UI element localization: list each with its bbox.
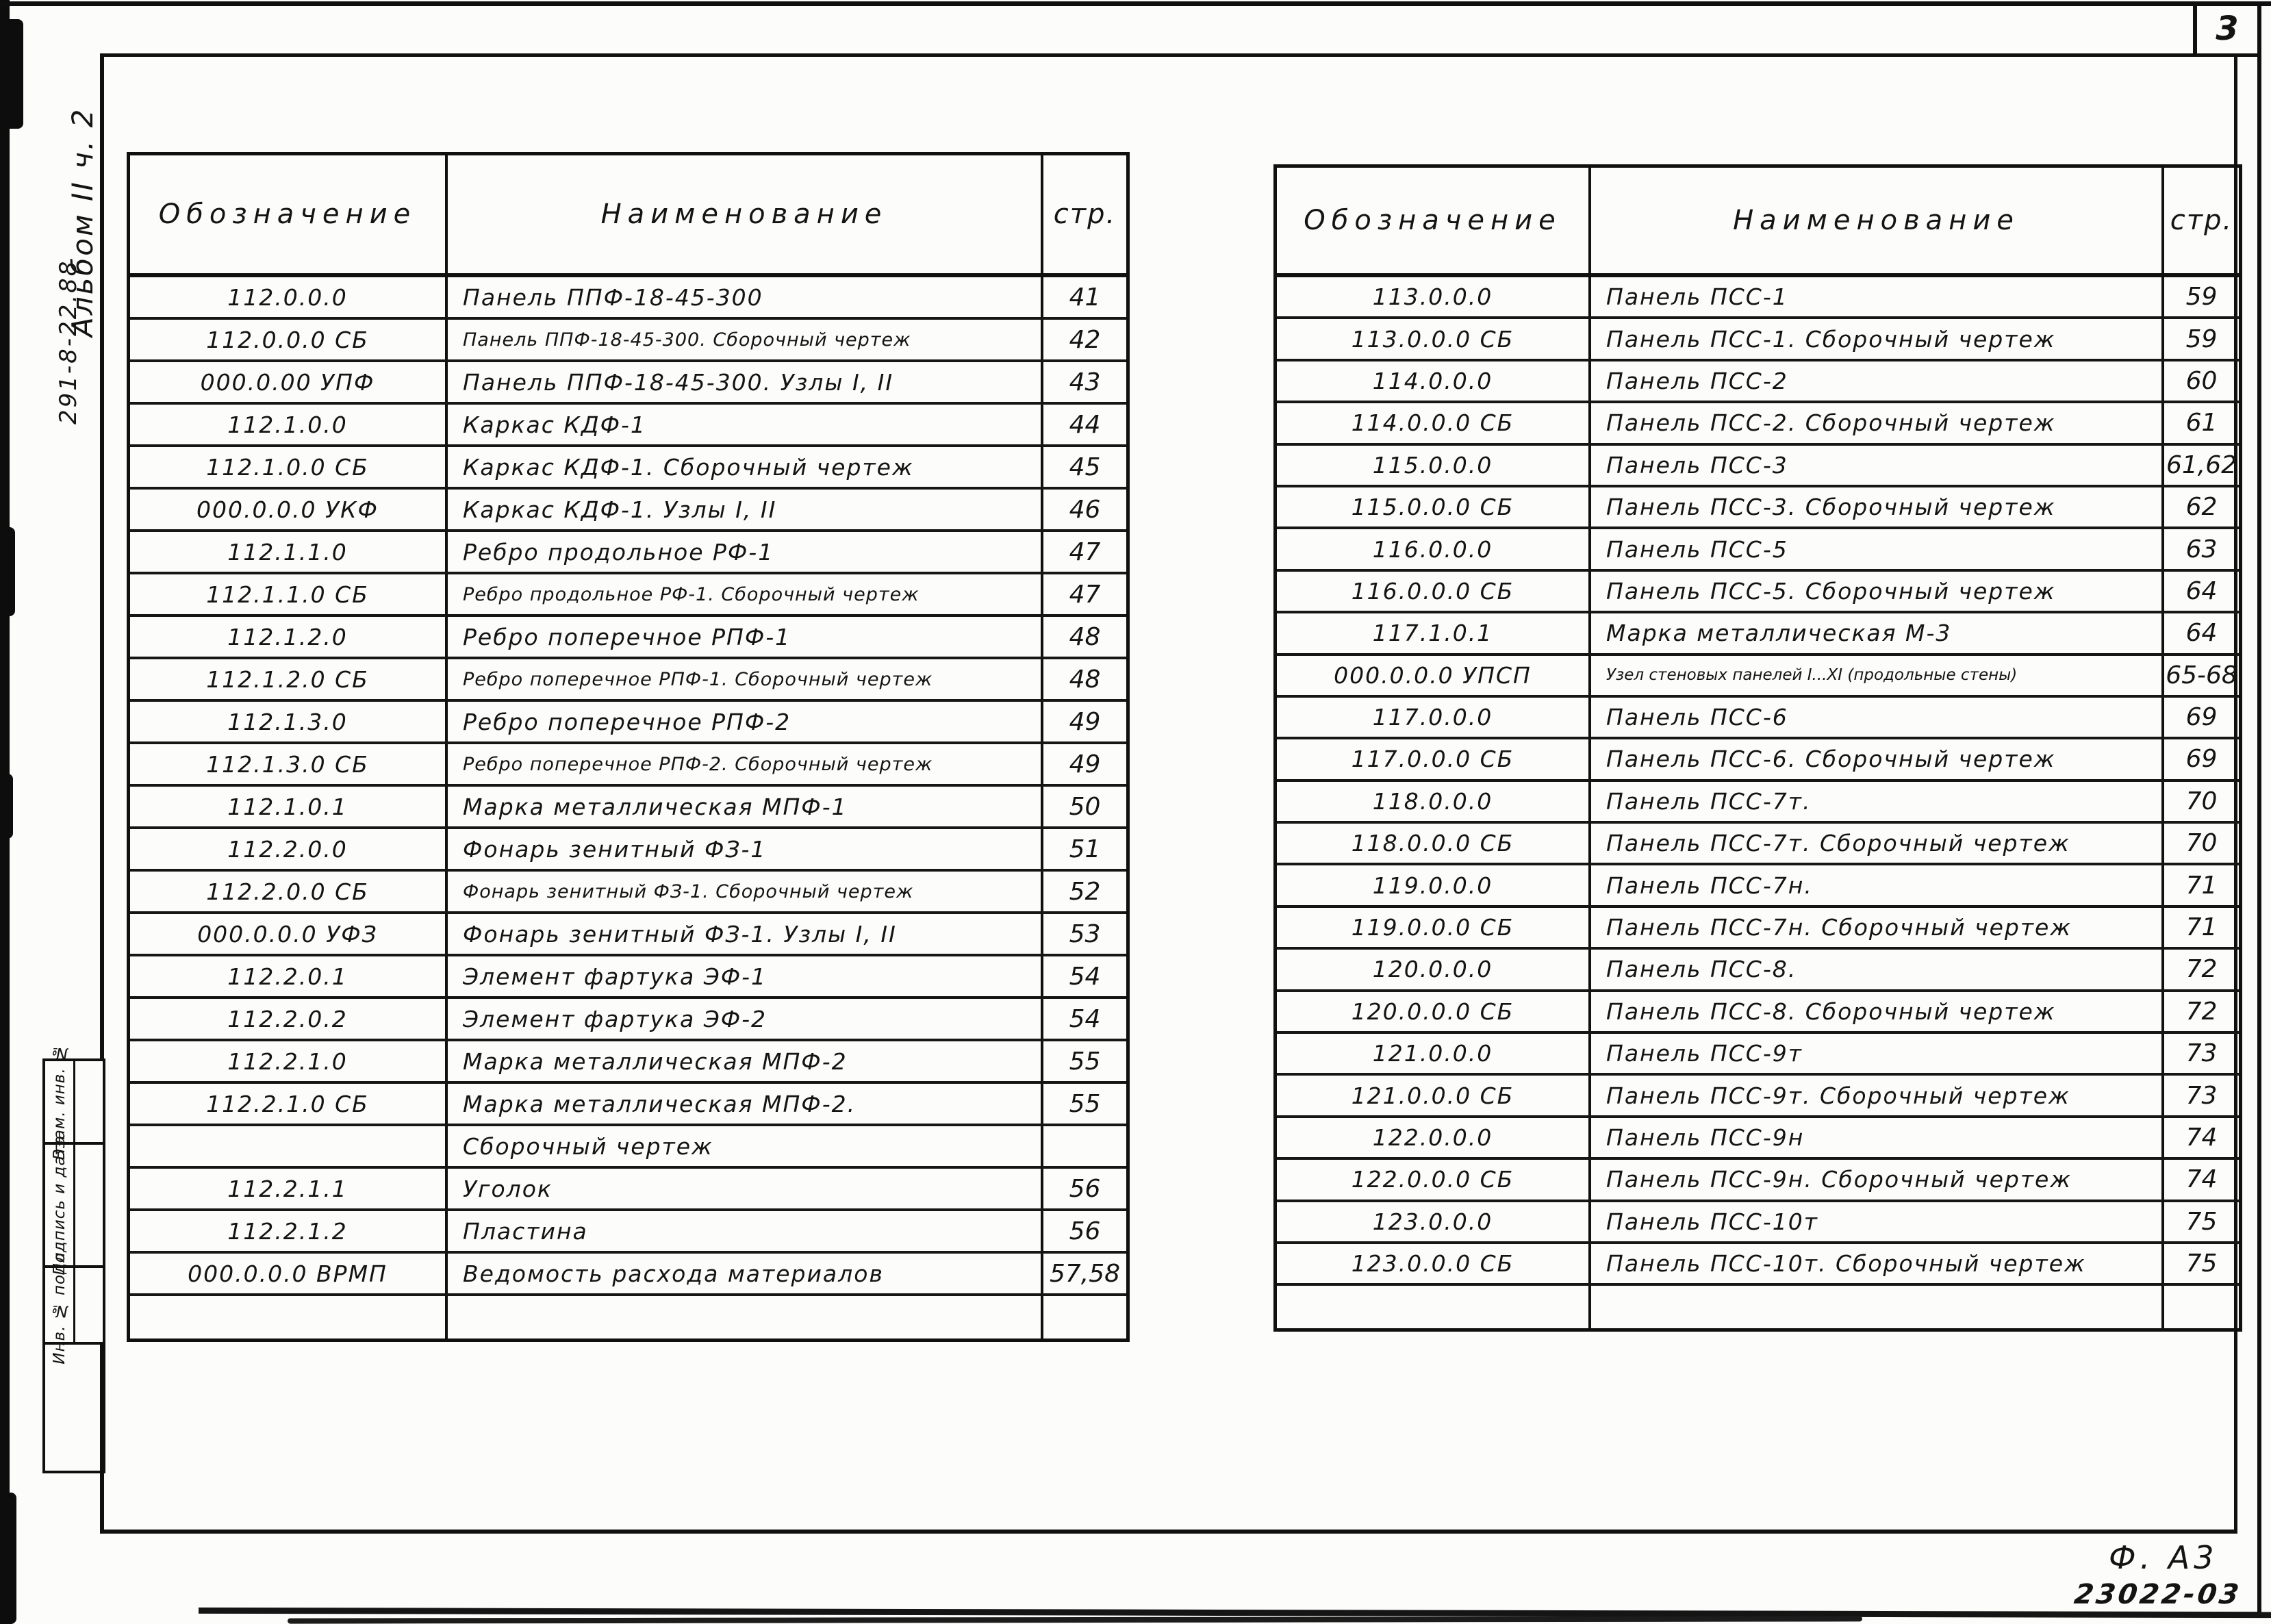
page-cell: 64 [2161,572,2239,611]
name-cell: Панель ПСС-6. Сборочный чертеж [1588,739,2161,778]
table-row [1277,1118,2239,1160]
designation-cell: 112.2.0.2 [227,1005,348,1032]
name-cell: Ребро поперечное РПФ-2. Сборочный чертеж [445,744,1041,784]
format-label: Ф. А3 [2109,1539,2218,1576]
table-header-row [1277,168,2239,277]
table-row [130,490,1126,532]
name-cell: Ведомость расхода материалов [445,1254,1041,1293]
page-cell: 46 [1041,490,1126,529]
designation-cell: 122.0.0.0 СБ [1351,1166,1514,1193]
designation-cell: 112.1.0.0 [227,411,348,438]
name-cell: Ребро продольное РФ-1. Сборочный чертеж [445,574,1041,614]
table-row [1277,739,2239,781]
table-row [130,574,1126,617]
table-row [1277,1160,2239,1202]
table-row [1277,992,2239,1034]
table-row [130,956,1126,999]
table-row [130,617,1126,659]
designation-cell: 116.0.0.0 СБ [1351,577,1514,605]
name-cell: Каркас КДФ-1. Сборочный чертеж [445,447,1041,487]
name-cell [1588,1286,2161,1328]
designation-cell: 115.0.0.0 [1372,451,1493,479]
table-row [1277,1202,2239,1244]
name-cell: Панель ППФ-18-45-300 [445,277,1041,317]
name-cell: Ребро поперечное РПФ-1. Сборочный чертеж [445,659,1041,699]
name-cell: Марка металлическая МПФ-2. [445,1084,1041,1124]
designation-cell: 112.1.0.1 [227,793,348,820]
designation-cell: 121.0.0.0 [1372,1040,1493,1067]
page-cell: 59 [2161,277,2239,316]
name-cell: Панель ПСС-7т. [1588,782,2161,821]
table-row [1277,487,2239,529]
designation-cell: 000.0.0.0 УФЗ [197,920,378,948]
designation-cell: 118.0.0.0 [1372,787,1493,815]
name-cell: Каркас КДФ-1. Узлы I, II [445,490,1041,529]
page-cell: 51 [1041,829,1126,869]
table-row [130,659,1126,702]
series-designation-label: 291-8-22.88 [55,259,82,424]
table-row [1277,950,2239,991]
stamp-empty-box [42,1345,105,1473]
page-cell: 73 [2161,1034,2239,1073]
table-row [130,405,1126,447]
name-cell: Панель ПСС-5. Сборочный чертеж [1588,572,2161,611]
name-cell: Панель ПСС-6 [1588,698,2161,737]
designation-cell: 112.2.0.0 СБ [206,878,369,905]
name-cell: Фонарь зенитный ФЗ-1 [445,829,1041,869]
table-row [1277,824,2239,865]
page-cell: 72 [2161,992,2239,1031]
scan-bottom-smudge [288,1616,1862,1623]
table-row [1277,656,2239,698]
designation-cell: 112.2.0.1 [227,963,348,990]
name-cell: Элемент фартука ЭФ-2 [445,999,1041,1039]
page-cell [1041,1126,1126,1166]
table-row [130,787,1126,829]
name-cell: Панель ПСС-7т. Сборочный чертеж [1588,824,2161,863]
header-designation: Обозначение [1304,205,1562,236]
name-cell: Уголок [445,1169,1041,1208]
page-cell: 50 [1041,787,1126,826]
name-cell: Узел стеновых панелей I...XI (продольные стены) [1588,656,2161,695]
designation-cell: 112.1.1.0 [227,538,348,566]
designation-cell: 112.1.3.0 [227,708,348,735]
table-row [130,532,1126,574]
name-cell: Панель ПСС-10т. Сборочный чертеж [1588,1244,2161,1283]
page-cell: 53 [1041,914,1126,954]
page-cell: 44 [1041,405,1126,444]
table-row [130,1084,1126,1126]
designation-cell [130,1296,445,1338]
name-cell: Ребро поперечное РПФ-2 [445,702,1041,741]
name-cell: Фонарь зенитный ФЗ-1. Узлы I, II [445,914,1041,954]
drawing-index-table-right [1273,164,2242,1332]
scan-blob [0,527,15,616]
name-cell: Панель ПСС-2 [1588,361,2161,401]
table-row [1277,698,2239,739]
table-row [130,277,1126,320]
page-right-border [2257,1,2261,1617]
table-row [130,872,1126,914]
page-cell: 54 [1041,956,1126,996]
designation-cell: 123.0.0.0 СБ [1351,1250,1514,1278]
table-row [1277,782,2239,824]
table-body [1277,277,2239,1328]
table-row [1277,572,2239,613]
designation-cell [1277,1286,1588,1328]
designation-cell: 117.1.0.1 [1372,620,1493,647]
page-cell: 63 [2161,529,2239,568]
table-row [1277,277,2239,319]
drawing-index-table-left [127,152,1130,1342]
table-row [1277,446,2239,487]
page-cell: 41 [1041,277,1126,317]
name-cell: Панель ПСС-1. Сборочный чертеж [1588,319,2161,358]
table-row [1277,529,2239,571]
header-page: стр. [2161,168,2239,273]
designation-cell: 000.0.0.0 УКФ [196,496,379,523]
table-row [130,744,1126,787]
designation-cell: 114.0.0.0 [1372,367,1493,394]
stamp-cell-label-col [45,1043,75,1160]
name-cell: Марка металлическая М-3 [1588,613,2161,652]
page-cell: 54 [1041,999,1126,1039]
name-cell: Элемент фартука ЭФ-1 [445,956,1041,996]
name-cell: Панель ПСС-9н. Сборочный чертеж [1588,1160,2161,1199]
page-cell: 43 [1041,362,1126,402]
table-row [1277,865,2239,907]
page-cell: 69 [2161,739,2239,778]
designation-cell: 123.0.0.0 [1372,1208,1493,1235]
page-cell: 61,62 [2161,446,2239,485]
stamp-column [42,1043,105,1365]
name-cell: Панель ПСС-3. Сборочный чертеж [1588,487,2161,526]
header-page: стр. [1041,155,1126,273]
designation-cell: 112.2.1.0 СБ [206,1090,369,1117]
designation-cell: 112.1.1.0 СБ [206,581,369,608]
stamp-cell-label-col [45,1245,75,1365]
name-cell: Панель ППФ-18-45-300. Сборочный чертеж [445,320,1041,359]
name-cell: Фонарь зенитный ФЗ-1. Сборочный чертеж [445,872,1041,911]
page-cell: 75 [2161,1244,2239,1283]
header-name: Наименование [445,155,1041,273]
scan-blob [0,1493,16,1624]
page-cell: 71 [2161,865,2239,904]
table-row [1277,361,2239,403]
name-cell: Сборочный чертеж [445,1126,1041,1166]
page-cell: 72 [2161,950,2239,989]
designation-cell: 119.0.0.0 [1372,872,1493,899]
page-cell: 56 [1041,1169,1126,1208]
page-cell: 57,58 [1041,1254,1126,1293]
table-row [130,362,1126,405]
designation-cell: 112.2.1.0 [227,1048,348,1075]
name-cell: Панель ПСС-3 [1588,446,2161,485]
name-cell: Пластина [445,1211,1041,1251]
designation-cell: 112.1.0.0 СБ [206,453,369,481]
name-cell: Панель ПСС-10т [1588,1202,2161,1241]
table-row [1277,1034,2239,1076]
table-row [130,1041,1126,1084]
designation-cell: 120.0.0.0 СБ [1351,998,1514,1025]
designation-cell: 000.0.0.0 УПСП [1334,661,1532,689]
designation-cell: 112.0.0.0 [227,283,348,311]
page-cell: 47 [1041,574,1126,614]
page-cell: 75 [2161,1202,2239,1241]
page-cell: 71 [2161,908,2239,947]
designation-cell: 112.2.1.1 [227,1175,348,1202]
table-header-row [130,155,1126,277]
stamp-label: Инв. № подл. [50,1245,68,1365]
designation-cell: 112.2.1.2 [227,1217,348,1245]
table-row [1277,403,2239,445]
table-row [130,1169,1126,1211]
table-row [1277,1286,2239,1328]
page-cell: 55 [1041,1041,1126,1081]
designation-cell: 121.0.0.0 СБ [1351,1082,1514,1109]
page-cell: 42 [1041,320,1126,359]
page-cell: 48 [1041,617,1126,657]
page-cell [1041,1296,1126,1338]
name-cell: Каркас КДФ-1 [445,405,1041,444]
page-cell: 65-68 [2161,656,2239,695]
name-cell: Панель ПСС-8. Сборочный чертеж [1588,992,2161,1031]
page-cell: 61 [2161,403,2239,442]
name-cell: Панель ПСС-9т [1588,1034,2161,1073]
page-cell: 60 [2161,361,2239,401]
name-cell: Панель ПСС-9н [1588,1118,2161,1157]
table-row [130,1211,1126,1254]
page-cell: 49 [1041,744,1126,784]
page-cell: 48 [1041,659,1126,699]
table-row [1277,319,2239,361]
header-name: Наименование [1588,168,2161,273]
scan-blob [0,774,13,839]
page-cell: 69 [2161,698,2239,737]
table-row [130,829,1126,872]
designation-cell: 112.1.3.0 СБ [206,750,369,778]
document-code: 23022-03 [2072,1579,2244,1610]
designation-cell: 000.0.0.0 ВРМП [188,1260,388,1287]
table-row [130,1254,1126,1296]
table-row [130,1126,1126,1169]
stamp-cell-inv-podl [45,1245,103,1365]
name-cell: Панель ПСС-5 [1588,529,2161,568]
page-cell: 47 [1041,532,1126,572]
page-cell: 59 [2161,319,2239,358]
page-top-border [0,1,2271,6]
table-row [1277,1244,2239,1286]
stamp-label: Подпись и дата [50,1134,68,1276]
stamp-cell-vzam-inv [45,1043,103,1160]
name-cell: Панель ПСС-1 [1588,277,2161,316]
designation-cell: 113.0.0.0 [1372,283,1493,311]
designation-cell: 116.0.0.0 [1372,535,1493,563]
designation-cell: 122.0.0.0 [1372,1124,1493,1151]
page-cell: 64 [2161,613,2239,652]
page-cell: 73 [2161,1076,2239,1115]
page-cell: 55 [1041,1084,1126,1124]
table-row [130,1296,1126,1338]
table-body [130,277,1126,1338]
designation-cell: 117.0.0.0 СБ [1351,746,1514,773]
name-cell: Ребро поперечное РПФ-1 [445,617,1041,657]
name-cell: Панель ППФ-18-45-300. Узлы I, II [445,362,1041,402]
name-cell: Панель ПСС-7н. [1588,865,2161,904]
page-cell: 56 [1041,1211,1126,1251]
name-cell: Панель ПСС-7н. Сборочный чертеж [1588,908,2161,947]
table-row [1277,613,2239,655]
table-row [130,702,1126,744]
name-cell: Панель ПСС-9т. Сборочный чертеж [1588,1076,2161,1115]
sheet-page-number: 3 [2216,10,2239,48]
designation-cell [130,1126,445,1166]
designation-cell: 000.0.00 УПФ [200,368,375,396]
table-row [1277,1076,2239,1117]
page-cell: 49 [1041,702,1126,741]
designation-cell: 115.0.0.0 СБ [1351,494,1514,521]
designation-cell: 120.0.0.0 [1372,956,1493,983]
table-row [130,320,1126,362]
designation-cell: 112.2.0.0 [227,835,348,863]
page-cell: 74 [2161,1118,2239,1157]
name-cell [445,1296,1041,1338]
page-cell: 70 [2161,782,2239,821]
stamp-label: Взам. инв. № [50,1043,68,1160]
designation-cell: 114.0.0.0 СБ [1351,409,1514,437]
table-row [130,999,1126,1041]
designation-cell: 119.0.0.0 СБ [1351,914,1514,941]
table-row [1277,908,2239,950]
table-row [130,914,1126,956]
album-label: Альбом II ч. 2 [66,107,99,337]
page-cell [2161,1286,2239,1328]
designation-cell: 118.0.0.0 СБ [1351,830,1514,857]
name-cell: Марка металлическая МПФ-2 [445,1041,1041,1081]
page-cell: 45 [1041,447,1126,487]
name-cell: Панель ПСС-2. Сборочный чертеж [1588,403,2161,442]
name-cell: Панель ПСС-8. [1588,950,2161,989]
page-cell: 74 [2161,1160,2239,1199]
scan-blob [0,19,23,129]
name-cell: Марка металлическая МПФ-1 [445,787,1041,826]
designation-cell: 112.1.2.0 СБ [206,665,369,693]
name-cell: Ребро продольное РФ-1 [445,532,1041,572]
designation-cell: 117.0.0.0 [1372,704,1493,731]
designation-cell: 112.1.2.0 [227,623,348,650]
header-designation: Обозначение [158,199,417,230]
designation-cell: 113.0.0.0 СБ [1351,325,1514,353]
page-cell: 62 [2161,487,2239,526]
page-cell: 52 [1041,872,1126,911]
page-cell: 70 [2161,824,2239,863]
designation-cell: 112.0.0.0 СБ [206,326,369,353]
table-row [130,447,1126,490]
